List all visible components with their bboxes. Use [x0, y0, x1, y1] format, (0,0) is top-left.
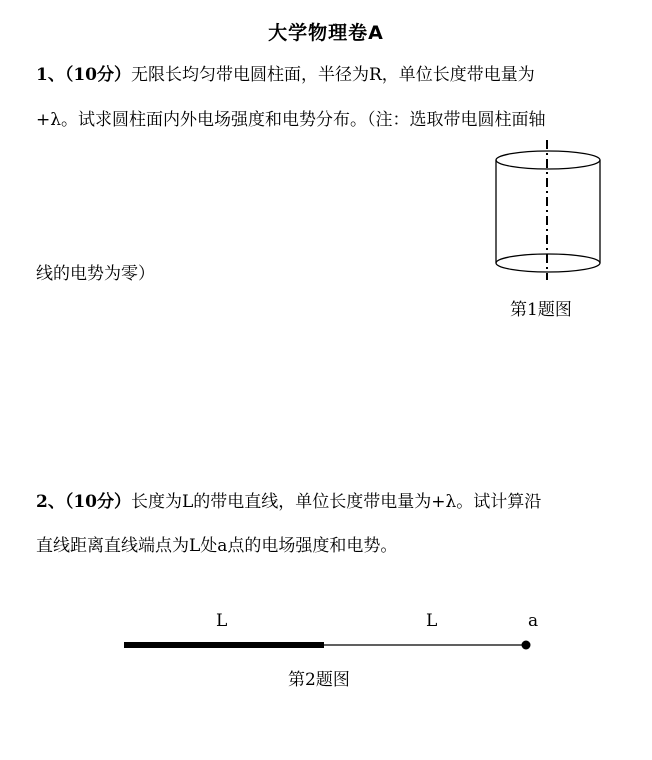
point-a-dot [522, 641, 531, 650]
gap-length-label: L [426, 611, 438, 631]
question-1-line-1 [36, 67, 535, 84]
question-2-line-1 [36, 494, 541, 511]
figure-2-charged-rod [110, 600, 550, 660]
question-1-text-1: 无限长均匀带电圆柱面，半径为R，单位长度带电量为 [131, 65, 535, 85]
exam-title: 大学物理卷A [268, 22, 384, 44]
question-2-number: 2、（10分） [36, 492, 131, 512]
question-2-text-1: 长度为L的带电直线，单位长度带电量为+λ。试计算沿 [131, 492, 542, 512]
figure-2-caption: 第2题图 [288, 670, 350, 690]
question-1-line-3: 线的电势为零） [36, 264, 155, 284]
figure-1-cylinder [490, 140, 610, 280]
question-1-number: 1、（10分） [36, 65, 131, 85]
figure-1-caption: 第1题图 [510, 300, 572, 320]
question-1-line-2: +λ。试求圆柱面内外电场强度和电势分布。（注：选取带电圆柱面轴 [36, 110, 546, 130]
question-2-line-2: 直线距离直线端点为L处a点的电场强度和电势。 [36, 536, 398, 556]
rod-length-label: L [216, 611, 228, 631]
point-a-label: a [528, 611, 539, 631]
